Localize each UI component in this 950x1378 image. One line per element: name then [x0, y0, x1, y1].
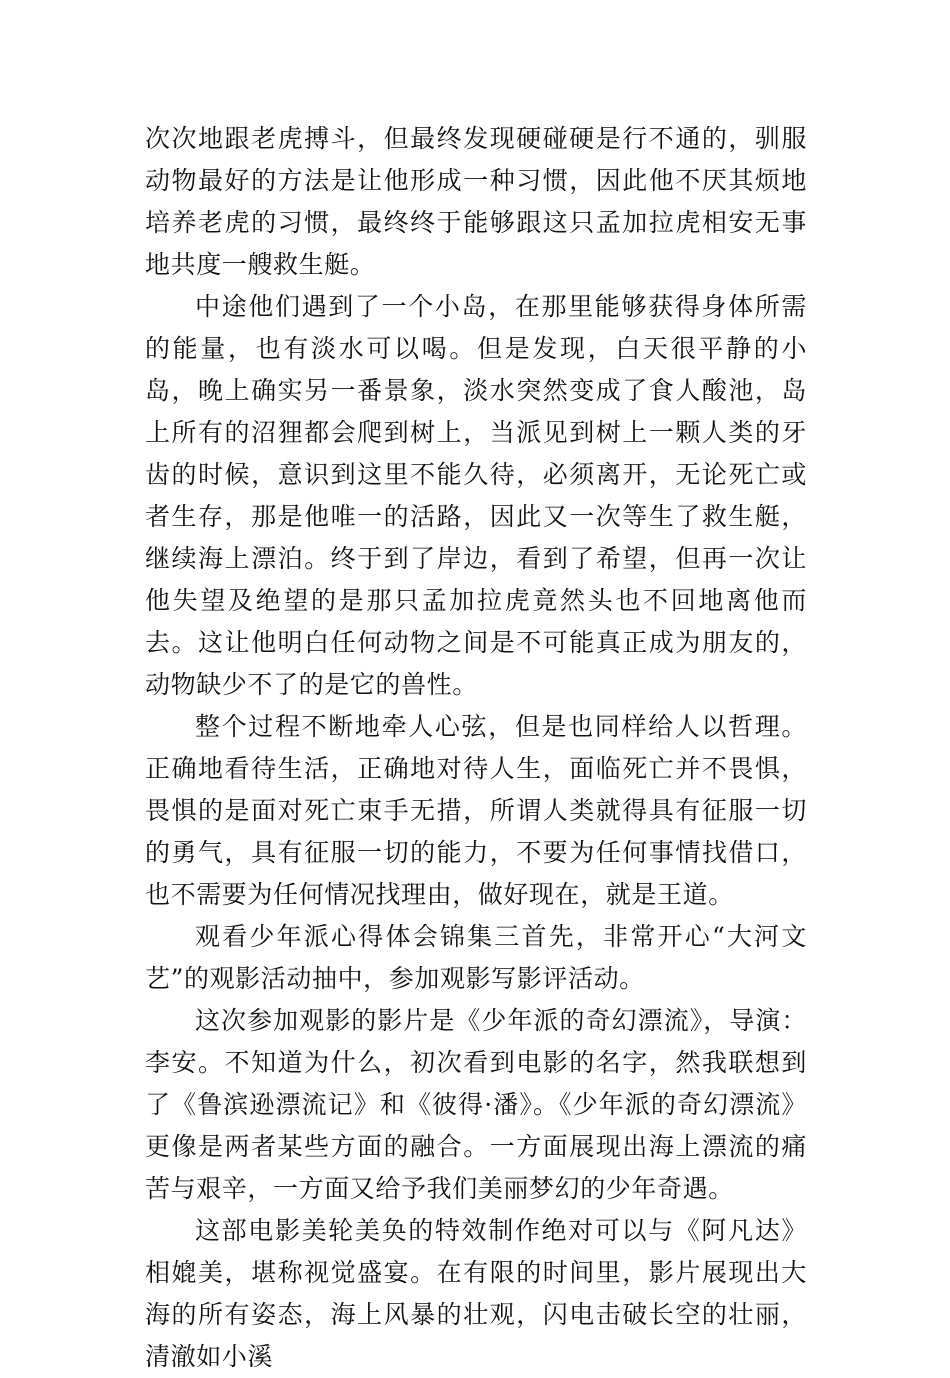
document-body: [145, 118, 807, 1378]
paragraph-1: 次次地跟老虎搏斗，但最终发现硬碰硬是行不通的，驯服动物最好的方法是让他形成一种习惯，因此他不厌其烦地培养老虎的习惯，最终终于能够跟这只孟加拉虎相安无事地共度一艘救生艇。: [145, 124, 807, 279]
paragraph-2: 中途他们遇到了一个小岛，在那里能够获得身体所需的能量，也有淡水可以喝。但是发现，白天很平静的小岛，晚上确实另一番景象，淡水突然变成了食人酸池，岛上所有的沼狸都会爬到树上，当派见到树上一颗人类的牙齿的时候，意识到这里不能久待，必须离开，无论死亡或者生存，那是他唯一的活路，因此又一次等生了救生艇，继续海上漂泊。终于到了岸边，看到了希望，但再一次让他失望及绝望的是那只孟加拉虎竟然头也不回地离他而去。这让他明白任何动物之间是不可能真正成为朋友的，动物缺少不了的是它的兽性。: [145, 292, 807, 699]
paragraph-3: 整个过程不断地牵人心弦，但是也同样给人以哲理。正确地看待生活，正确地对待人生，面临死亡并不畏惧，畏惧的是面对死亡束手无措，所谓人类就得具有征服一切的勇气，具有征服一切的能力，不要为任何事情找借口，也不需要为任何情况找理由，做好现在，就是王道。: [145, 712, 807, 909]
paragraph-5: 这次参加观影的影片是《少年派的奇幻漂流》，导演：李安。不知道为什么，初次看到电影的名字，然我联想到了《鲁滨逊漂流记》和《彼得·潘》。《少年派的奇幻漂流》更像是两者某些方面的融合。一方面展现出海上漂流的痛苦与艰辛，一方面又给予我们美丽梦幻的少年奇遇。: [145, 1006, 807, 1203]
paragraph-6: 这部电影美轮美奂的特效制作绝对可以与《阿凡达》相媲美，堪称视觉盛宴。在有限的时间里，影片展现出大海的所有姿态，海上风暴的壮观，闪电击破长空的壮丽，清澈如小溪: [145, 1216, 807, 1371]
paragraph-4: 观看少年派心得体会锦集三首先，非常开心“大河文艺”的观影活动抽中，参加观影写影评活动。: [145, 922, 807, 993]
